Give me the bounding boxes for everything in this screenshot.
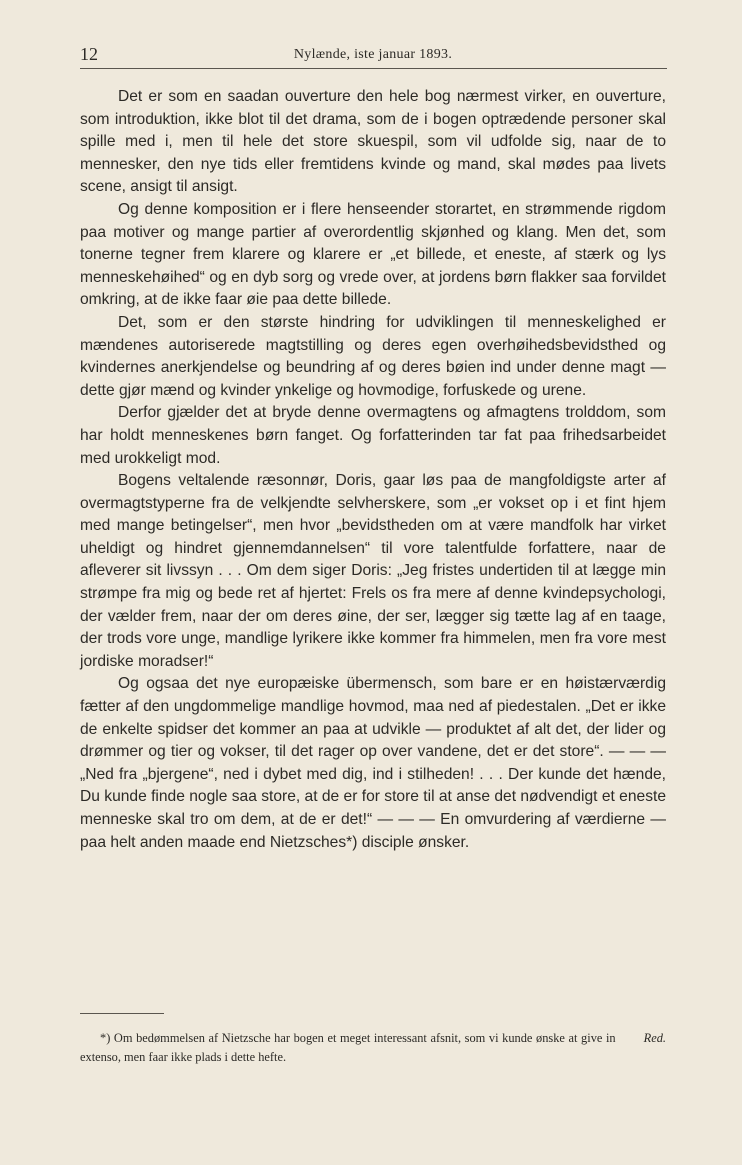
editor-signature: Red. bbox=[643, 1031, 666, 1045]
paragraph: Det, som er den største hindring for udviklingen til menneskelighed er mændenes autoriserede magtstilling og deres egen overhøihedsbevidsthed og kvindernes anerkjendelse og beundring af og deres bøien ind under denne magt — dette gjør mænd og kvinder ynkelige og hovmodige, forfuskede og urene. bbox=[80, 313, 666, 399]
header-divider bbox=[80, 68, 667, 69]
footnote bbox=[80, 1029, 666, 1067]
paragraph: Derfor gjælder det at bryde denne overmagtens og afmagtens trolddom, som har holdt menneskenes børn fanget. Og forfatterinden tar fat paa frihedsarbeidet med urokkeligt mod. bbox=[80, 404, 666, 467]
running-title: Nylænde, iste januar 1893. bbox=[293, 47, 453, 62]
paragraph: Det er som en saadan ouverture den hele bog nærmest virker, en ouverture, som introduktion, ikke blot til det drama, som de i bogen optrædende personer skal spille med i, men til hele det store skuespil, som vil udfolde sig, naar de to mennesker, den nye tids eller fremtidens kvinde og mand, skal mødes paa livets scene, ansigt til ansigt. bbox=[80, 88, 666, 196]
footnote-text: *) Om bedømmelsen af Nietzsche har bogen et meget interessant afsnit, som vi kunde ønske at give in extenso, men faar ikke plads i dette hefte. bbox=[80, 1031, 616, 1064]
paragraph: Og ogsaa det nye europæiske übermensch, som bare er en høistærværdig fætter af den ungdommelige mandlige hovmod, maa ned af piedestalen. „Det er ikke de enkelte spidser det kommer an paa at udvikle — produktet af alt det, der lider og drømmer og tier og vokser, til det rager op over vandene, det er det store“. — — — „Ned fra „bjergene“, ned i dybet med dig, ind i stilheden! . . . Der kunde det hænde, Du kunde finde nogle saa store, at de er for store til at anse det nødvendigt et eneste menneske skal tro om dem, at de er det!“ — — — En omvurdering af værdierne — paa helt anden maade end Nietzsches*) disciple ønsker. bbox=[80, 675, 666, 851]
footnote-paragraph bbox=[80, 1029, 666, 1067]
footnote-divider bbox=[80, 1013, 164, 1014]
page-header bbox=[80, 44, 666, 66]
paragraph: Og denne komposition er i flere henseender storartet, en strømmende rigdom paa motiver og mange partier af overordentlig skjønhed og klang. Men det, som tonerne tegner frem klarere og klarere er „et billede, et eneste, af stærk og lys menneskehøihed“ og en dyb sorg og vrede over, at jordens børn flakker saa forvildet omkring, at de ikke faar øie paa dette billede. bbox=[80, 200, 666, 309]
paragraph: Bogens veltalende ræsonnør, Doris, gaar løs paa de mangfoldigste arter af overmagtstyperne fra de velkjendte selvherskere, som „er vokset op i et fint hjem med mange betingelser“, men hvor „bevidstheden om at være mandfolk har virket uheldigt og hindret gjennemdannelsen“ til vore talentfulde forfattere, naar de afleverer sit livssyn . . . Om dem siger Doris: „Jeg fristes undertiden til at lægge min strømpe fra mig og bede ret af hjertet: Frels os fra mere af denne kvindepsychologi, der vælder frem, naar der om deres øine, der ser, lægger sig tætte lag af en taage, der trods vore unge, mandlige lyrikere ikke kommer fra himmelen, men fra vore mest jordiske moradser!“ bbox=[80, 472, 666, 670]
page-number: 12 bbox=[80, 44, 98, 64]
article-body bbox=[80, 86, 666, 854]
